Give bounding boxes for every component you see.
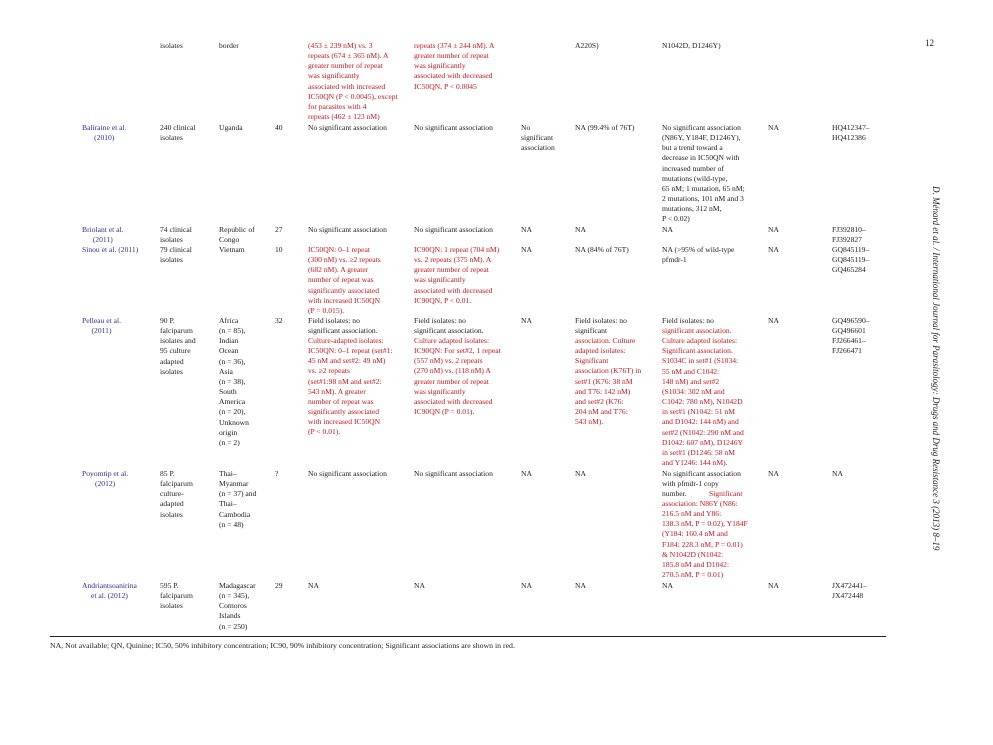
cell-ic50-association: No significant association (308, 469, 387, 478)
running-header: D. Ménard et al. / International Journal for Parasitology: Drugs and Drug Resistance 3 (2013) 8–19 (931, 186, 941, 551)
cell-samples: isolates (160, 41, 183, 50)
cell-ic50-association: No significant association (308, 225, 387, 234)
cell-ic50-culture: Culture-adapted isolates: IC50QN: 0–1 repeat (set#1: 45 nM and set#2: 49 nM) vs. ≥2 repeats (set#1:98 nM and set#2: 543 nM). A greater number of repeat was significantly associated with increased IC50QN (P < 0.01). (308, 336, 393, 437)
cell-pfmdr1-association: association: N86Y (N86: 216.5 nM and Y86: 138.3 nM, P = 0.02), Y184F (Y184: 160.4 nM and F184: 228.3 nM, P = 0.01) & N1042D (N1042: 185.8 nM and D1042: 270.5 nM, P = 0.01) (662, 499, 748, 580)
cell-pfmdr1-copy: No significant association with pfmdr-1 copy number. (662, 469, 741, 499)
cell-pfcrt-field: Field isolates: no significant (575, 316, 627, 336)
cell-samples: 74 clinical isolates (160, 225, 192, 245)
cell-study-link[interactable]: Baliraine et al. (2010) (82, 123, 127, 143)
cell-samples: 595 P. falciparum isolates (160, 581, 193, 611)
cell-n: ? (275, 469, 279, 478)
cell-origin: Thai– Myanmar (n = 37) and Thai– Cambodia (n = 48) (219, 469, 257, 529)
cell-pfmdr1-copy-number: NA (768, 581, 779, 590)
cell-pfmdr1: N1042D, D1246Y) (662, 41, 721, 50)
cell-ic90-association: IC90QN: 1 repeat (704 nM) vs. 2 repeats (375 nM). A greater number of repeat was significantly associated with decreased IC90QN, P < 0.01. (414, 245, 500, 305)
cell-samples: 240 clinical isolates (160, 123, 196, 143)
cell-pfmdr1-copy-number: NA (768, 225, 779, 234)
cell-origin: Vietnam (219, 245, 245, 254)
cell-ic50-association: (453 ± 239 nM) vs. 3 repeats (674 ± 365 nM). A greater number of repeat was significantly associated with increased IC50QN (P < 0.0045), except for parasites with 4 repeats (462 ± 123 nM) (308, 41, 398, 122)
cell-nhnnnh: NA (521, 581, 532, 590)
cell-accession: GQ496590– GQ496601 FJ266461– FJ266471 (832, 316, 870, 356)
cell-n: 40 (275, 123, 283, 132)
cell-pfmdr1-copy-number: NA (768, 469, 779, 478)
cell-ic90-association: repeats (374 ± 244 nM). A greater number of repeat was significantly associated with decreased IC50QN, P < 0.0045 (414, 41, 495, 91)
cell-study-link[interactable]: Pelleau et al. (2011) (82, 316, 122, 336)
cell-ic50-association: No significant association (308, 123, 387, 132)
cell-pfmdr1-field: Field isolates: no (662, 316, 714, 325)
cell-ic90-association: No significant association (414, 225, 493, 234)
cell-pfmdr1-copy-number: NA (768, 245, 779, 254)
cell-pfmdr1-culture: significant association. Culture adapted isolates: Significant association. S1034C in set#1 (S1034: 55 nM and C1042: 148 nM) and set#2 (S1034: 302 nM and C1042: 780 nM), N1042D in set#1 (N1042: 51 nM and D1042: 144 nM) and set#2 (N1042: 290 nM and D1042: 607 nM), D1246Y in set#1 (D1246: 58 nM and Y1246: 144 nM). (662, 326, 744, 468)
cell-pfmdr1-copy-number: NA (768, 316, 779, 325)
cell-origin: Africa (n = 85), Indian Ocean (n = 36), Asia (n = 38), South America (n = 20), Unknown origin (n = 2) (219, 316, 249, 447)
table-footnote: NA, Not available; QN, Quinine; IC50, 50% inhibitory concentration; IC90, 90% inhibitory concentration; Significant associations are shown in red. (50, 641, 515, 650)
cell-pfcrt-culture: association. Culture adapted isolates: Significant association (K76T) in set#1 (K76: 38 nM and T76: 142 nM) and set#2 (K76: 204 nM and T76: 543 nM). (575, 336, 642, 427)
cell-study-link[interactable]: Andriantsoanirina et al. (2012) (82, 581, 137, 601)
cell-pfcrt: NA (84% of 76T) (575, 245, 629, 254)
cell-nhnnnh: NA (521, 316, 532, 325)
cell-pfmdr1: No significant association (N86Y, Y184F, D1246Y), but a trend toward a decrease in IC50QN with increased number of mutations (wild-type, 65 nM; 1 mutation, 65 nM; 2 mutations, 101 nM and 3 mutations, 312 nM, P < 0.02) (662, 123, 745, 224)
cell-samples: 85 P. falciparum culture- adapted isolates (160, 469, 193, 519)
cell-n: 27 (275, 225, 283, 234)
cell-samples: 90 P. falciparum isolates and 95 culture adapted isolates (160, 316, 196, 376)
cell-pfcrt: NA (575, 581, 586, 590)
cell-n: 32 (275, 316, 283, 325)
table-bottom-rule (50, 636, 886, 637)
cell-pfcrt: A220S) (575, 41, 599, 50)
cell-pfmdr1-copy-number: NA (768, 123, 779, 132)
cell-nhnnnh: NA (521, 225, 532, 234)
cell-ic50-association: IC50QN: 0–1 repeat (300 nM) vs. ≥2 repeats (682 nM). A greater number of repeat was significantly associated with increased IC50QN (P = 0.015). (308, 245, 381, 315)
cell-origin: border (219, 41, 239, 50)
cell-ic90-association: No significant association (414, 469, 493, 478)
cell-ic90-culture: Culture adapted isolates: IC90QN: For set#2, 1 repeat (557 nM) vs. 2 repeats (270 nM) vs. (118 nM) A greater number of repeat was significantly associated with decreased IC90QN (P = 0.01). (414, 336, 501, 417)
cell-nhnnnh: NA (521, 245, 532, 254)
cell-ic90-association: No significant association (414, 123, 493, 132)
cell-study-link[interactable]: Sinou et al. (2011) (82, 245, 139, 254)
cell-accession: JX472441– JX472448 (832, 581, 868, 601)
cell-nhnnnh: NA (521, 469, 532, 478)
cell-pfcrt: NA (575, 469, 586, 478)
cell-study-link[interactable]: Poyomtip et al. (2012) (82, 469, 129, 489)
cell-ic90-association: NA (414, 581, 425, 590)
cell-origin: Uganda (219, 123, 243, 132)
page-number: 12 (925, 38, 934, 48)
cell-study-link[interactable]: Briolant et al. (2011) (82, 225, 124, 245)
cell-accession: FJ392810– FJ392827 (832, 225, 866, 245)
cell-nhnnnh: No significant association (521, 123, 555, 153)
cell-origin: Madagascar (n = 345), Comoros Islands (n = 250) (219, 581, 256, 631)
cell-ic50-field: Field isolates: no significant association. (308, 316, 378, 336)
cell-samples: 79 clinical isolates (160, 245, 192, 265)
cell-pfmdr1: NA (662, 225, 673, 234)
cell-pfcrt: NA (575, 225, 586, 234)
cell-n: 10 (275, 245, 283, 254)
cell-accession: HQ412347– HQ412386 (832, 123, 870, 143)
cell-accession: NA (832, 469, 843, 478)
cell-ic50-association: NA (308, 581, 319, 590)
cell-ic90-field: Field isolates: no significant association. (414, 316, 484, 336)
cell-pfmdr1: NA (>95% of wild-type pfmdr-1 (662, 245, 735, 265)
cell-pfmdr1: NA (662, 581, 673, 590)
cell-origin: Republic of Congo (219, 225, 255, 245)
cell-accession: GQ845119– GQ845119– GQ465284 (832, 245, 870, 275)
cell-pfcrt: NA (99.4% of 76T) (575, 123, 635, 132)
cell-n: 29 (275, 581, 283, 590)
cell-pfmdr1-significant: Significant (709, 489, 743, 498)
